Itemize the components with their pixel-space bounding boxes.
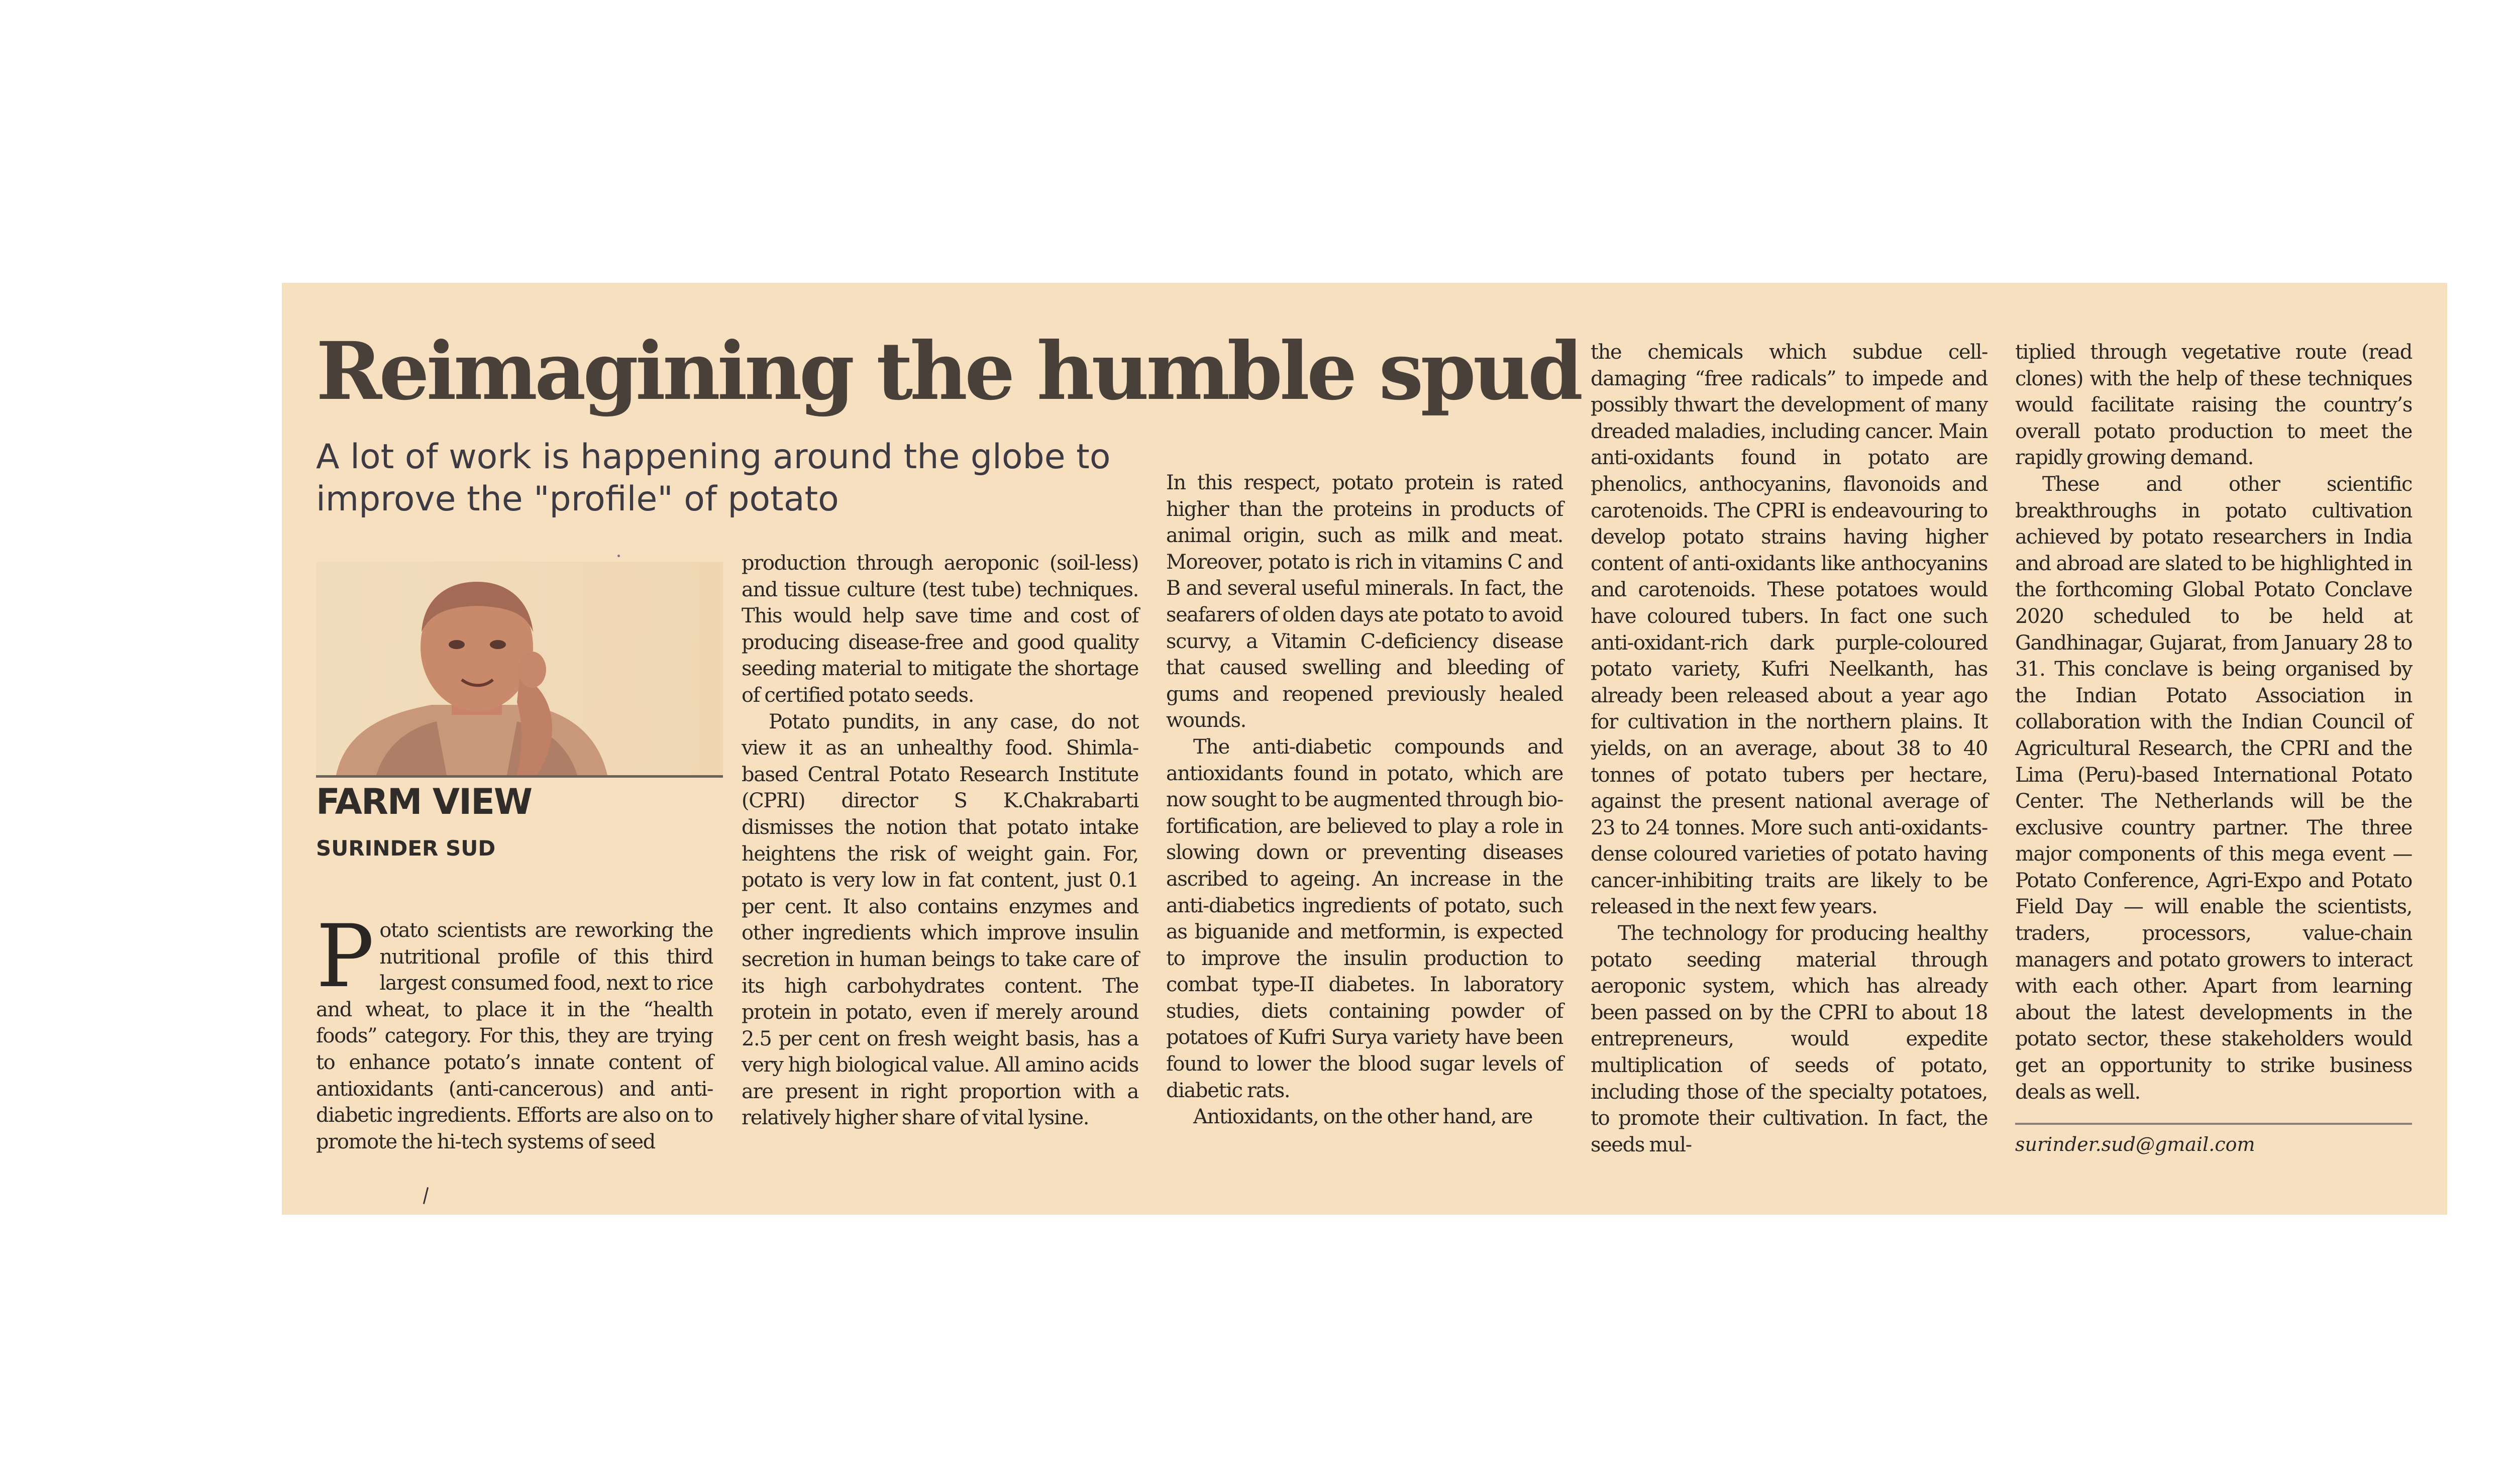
author-email: surinder.sud@gmail.com	[2015, 1133, 2255, 1155]
paragraph: tiplied through vegetative route (read clones) with the help of these techniques would facilitate raising the country’s overall potato production to meet the rapidly growing demand.	[2015, 341, 2412, 470]
paragraph: These and other scientific breakthroughs in potato cultivation achieved by potato researchers in India and abroad are slated to be highlighted in the forthcoming Global Potato Conclave 2020 scheduled to be held at Gandhinagar, Gujarat, from January 28 to 31. This conclave is being organised by the Indian Potato Association in collaboration with the Indian Council of Agricultural Research, the CPRI and the Lima (Peru)-based International Potato Center. The Netherlands will be the exclusive country partner. The three major components of this mega event —Potato Conference, Agri-Expo and Potato Field Day — will enable the scientists, traders, processors, value-chain managers and potato growers to interact with each other. Apart from learning about the latest developments in the potato sector, these stakeholders would get an opportunity to strike business deals as well.	[2015, 472, 2412, 1104]
column-label: FARM VIEW	[316, 781, 532, 822]
paragraph: The technology for producing healthy potato seeding material through aeroponic system, which has already been passed on by the CPRI to about 18 entrepreneurs, would expedite multiplication of seeds of potato, including those of the specialty potatoes, to promote their cultivation. In fact, the seeds mul-	[1591, 922, 1987, 1156]
paragraph: Potato pundits, in any case, do not view it as an unhealthy food. Shimla-based Central Potato Research Institute (CPRI) director S K.Chakrabarti dismisses the notion that potato intake heightens the risk of weight gain. For, potato is very low in fat content, just 0.1 per cent. It also contains enzymes and other ingredients which improve insulin secretion in human beings to take care of its high carbohydrates content. The protein in potato, even if merely around 2.5 per cent on fresh weight basis, has a very high biological value. All amino acids are present in right proportion with a relatively higher share of vital lysine.	[742, 710, 1138, 1130]
paragraph: The anti-diabetic compounds and antioxidants found in potato, which are now sought to be augmented through bio-fortification, are believed to play a role in slowing down or preventing diseases ascribed to ageing. An increase in the anti-diabetics ingredients of potato, such as biguanide and metformin, is expected to improve the insulin production to combat type-II diabetes. In laboratory studies, diets containing powder of potatoes of Kufri Surya variety have been found to lower the blood sugar levels of diabetic rats.	[1166, 735, 1563, 1102]
paragraph: In this respect, potato protein is rated higher than the proteins in products of animal origin, such as milk and meat. Moreover, potato is rich in vitamins C and B and several useful minerals. In fact, the seafarers of olden days ate potato to avoid scurvy, a Vitamin C-deficiency disease that caused swelling and bleeding of gums and reopened previously healed wounds.	[1166, 471, 1563, 732]
author-photo	[316, 562, 723, 778]
newspaper-clipping	[282, 283, 2447, 1215]
deck-subheading: A lot of work is happening around the globe to improve the "profile" of potato	[316, 437, 1111, 519]
paragraph: production through aeroponic (soil-less) and tissue culture (test tube) techniques. This would help save time and cost of producing disease-free and good quality seeding material to mitigate the shortage of certified potato seeds.	[742, 552, 1138, 707]
text-column-1	[316, 906, 713, 1155]
author-portrait-image	[316, 562, 723, 775]
headline: Reimagining the humble spud	[316, 325, 1581, 418]
drop-cap: P	[316, 906, 374, 1007]
text-column-4	[1591, 339, 1987, 1158]
paragraph: otato scientists are reworking the nutritional profile of this third largest consumed food, next to rice and wheat, to place it in the “health foods” category. For this, they are trying to enhance potato’s innate content of antioxidants (anti-cancerous) and anti-diabetic ingredients. Efforts are also on to promote the hi-tech systems of seed	[316, 919, 713, 1153]
paragraph: the chemicals which subdue cell-damaging “free radicals” to impede and possibly thwart the development of many dreaded maladies, including cancer. Main anti-oxidants found in potato are phenolics, anthocyanins, flavonoids and carotenoids. The CPRI is endeavouring to develop potato strains having higher content of anti-oxidants like anthocyanins and carotenoids. These potatoes would have coloured tubers. In fact one such anti-oxidant-rich dark purple-coloured potato variety, Kufri Neelkanth, has already been released about a year ago for cultivation in the northern plains. It yields, on an average, about 38 to 40 tonnes of potato tubers per hectare, against the present national average of 23 to 24 tonnes. More such anti-oxidants-dense coloured varieties of potato having cancer-inhibiting traits are likely to be released in the next few years.	[1591, 341, 1987, 919]
scan-mark	[423, 1187, 429, 1204]
text-column-2	[742, 550, 1138, 1131]
byline: SURINDER SUD	[316, 836, 496, 861]
scan-dot	[617, 555, 620, 557]
text-column-3	[1166, 470, 1563, 1130]
text-column-5	[2015, 339, 2412, 1105]
paragraph: Antioxidants, on the other hand, are	[1193, 1105, 1533, 1129]
end-rule	[2015, 1123, 2412, 1125]
